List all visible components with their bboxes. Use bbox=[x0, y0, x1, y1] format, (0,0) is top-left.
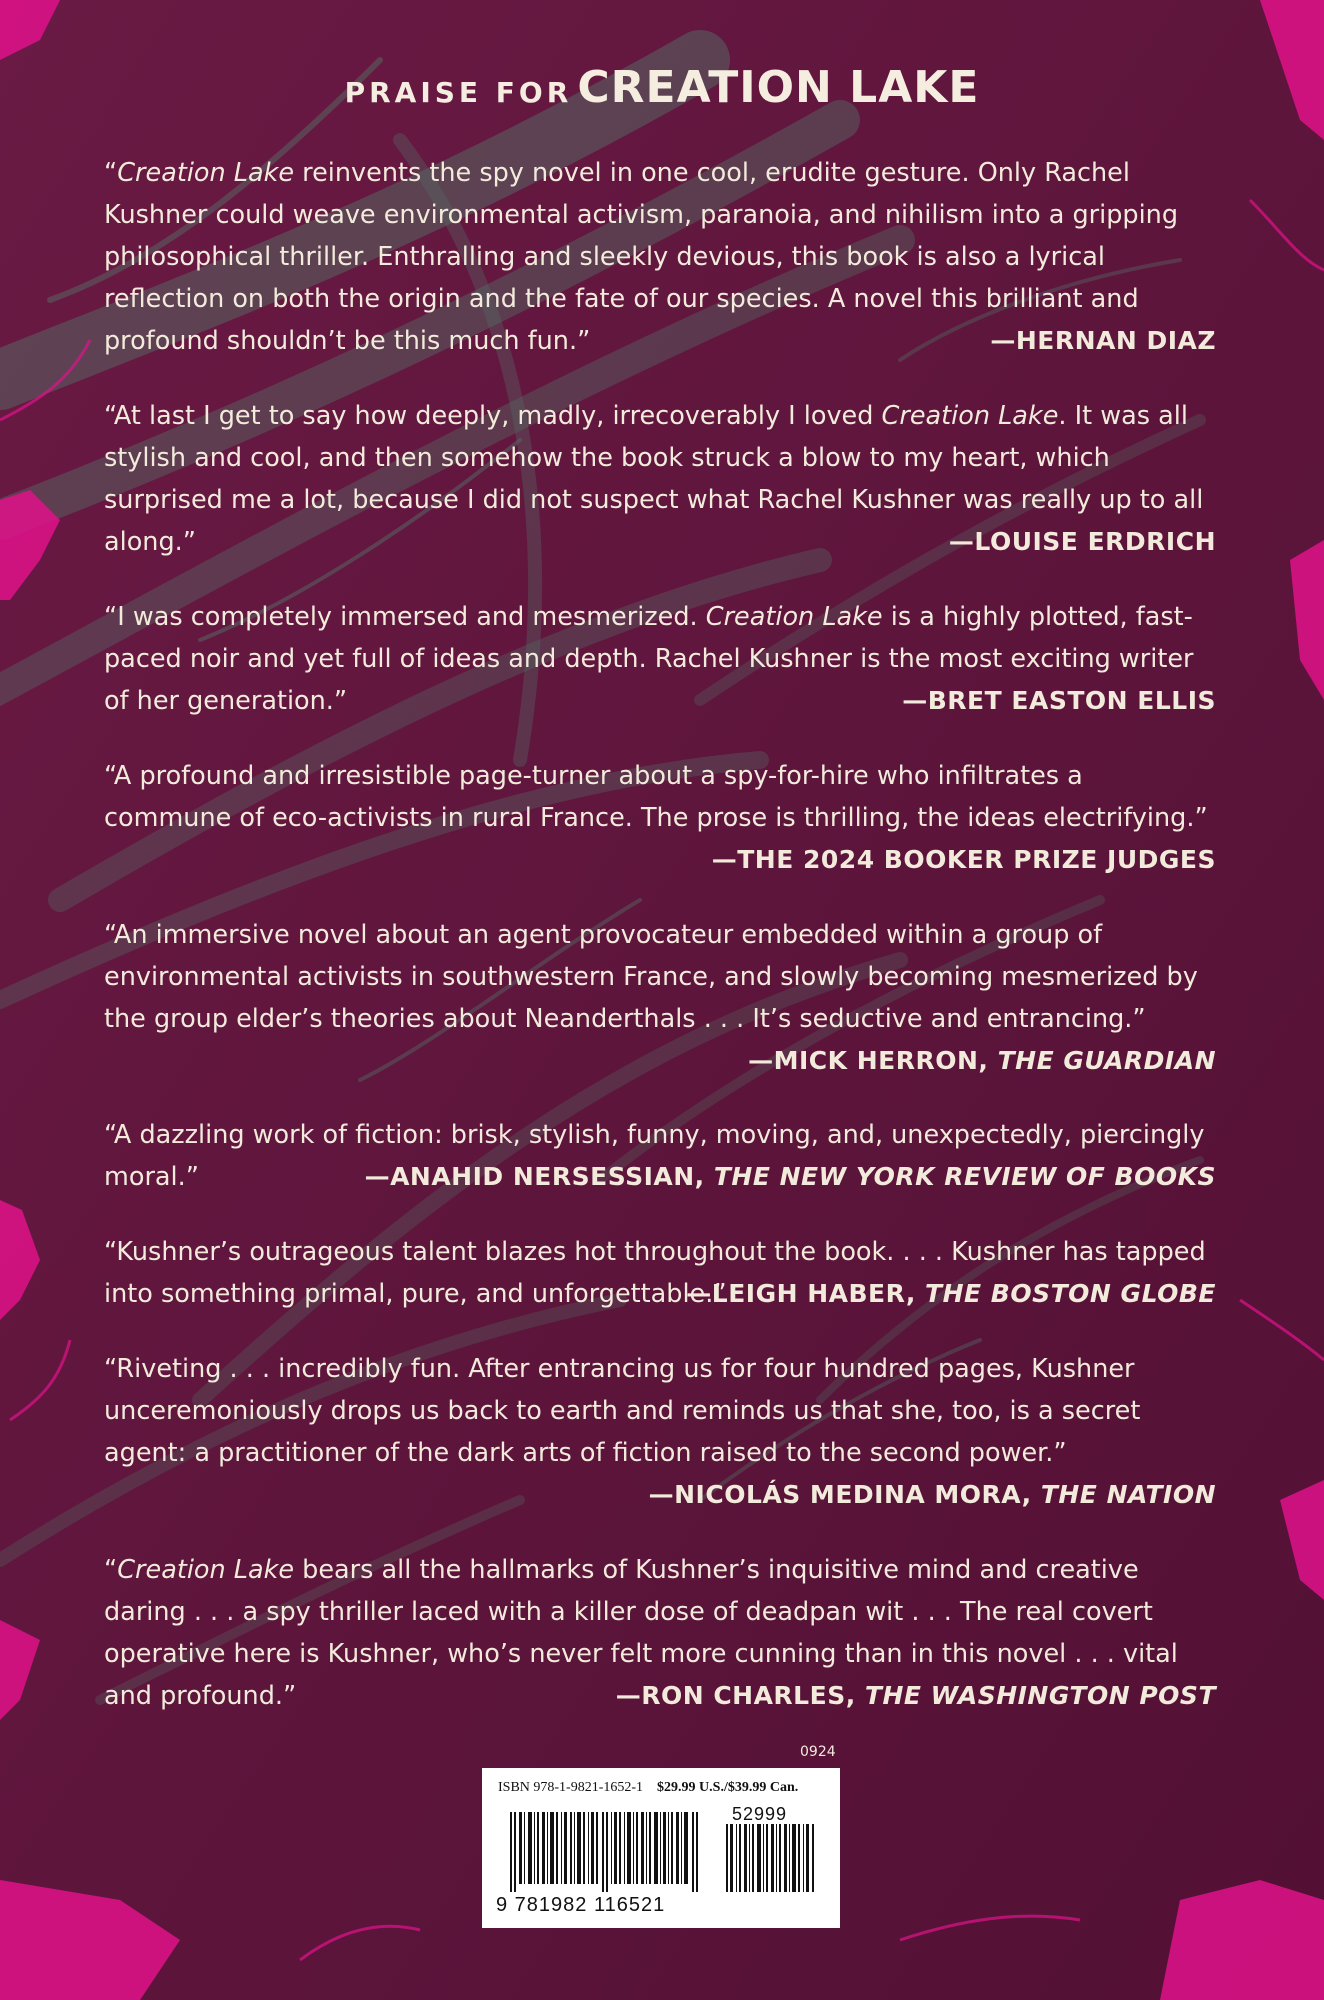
price-addon-barcode bbox=[726, 1824, 816, 1892]
publication-name: THE WASHINGTON POST bbox=[864, 1681, 1216, 1710]
quote-anahid-nersessian bbox=[104, 1114, 1216, 1198]
praise-prefix: PRAISE FOR bbox=[344, 76, 573, 109]
print-code: 0924 bbox=[800, 1744, 836, 1760]
quote-text: “An immersive novel about an agent provocateur embedded within a group of environmental activists in southwestern France, and slowly becoming mesmerized by the group elder’s theories about Neanderthals . . . It’s seductive and entrancing.” bbox=[104, 920, 1198, 1034]
quote-text: “At last I get to say how deeply, madly, irrecoverably I loved Creation Lake. It was all stylish and cool, and then somehow the book struck a blow to my heart, which surprised me a lot, because I did not suspect what Rachel Kushner was really up to all along.” bbox=[104, 401, 1204, 557]
quote-attribution: —THE 2024 BOOKER PRIZE JUDGES bbox=[711, 845, 1216, 874]
quote-mick-herron bbox=[104, 914, 1216, 1082]
publication-name: THE BOSTON GLOBE bbox=[925, 1279, 1216, 1308]
quote-attribution: —LEIGH HABER, THE BOSTON GLOBE bbox=[686, 1279, 1216, 1308]
isbn-text: ISBN 978-1-9821-1652-1 bbox=[498, 1780, 644, 1795]
book-title-italic: Creation Lake bbox=[881, 401, 1059, 431]
book-title: CREATION LAKE bbox=[577, 62, 980, 113]
quote-text: “I was completely immersed and mesmerized. Creation Lake is a highly plotted, fast-paced noir and yet full of ideas and depth. Rachel Kushner is the most exciting writer of her generation.” bbox=[104, 602, 1194, 716]
quote-text: “A dazzling work of fiction: brisk, stylish, funny, moving, and, unexpectedly, piercingly moral.” bbox=[104, 1120, 1205, 1192]
quote-text: “Creation Lake bears all the hallmarks of Kushner’s inquisitive mind and creative daring . . . a spy thriller laced with a killer dose of deadpan wit . . . The real covert operative here is Kushner, who’s never felt more cunning than in this novel . . . vital and profound.” bbox=[104, 1555, 1178, 1711]
quote-text: “Riveting . . . incredibly fun. After entrancing us for four hundred pages, Kushner unceremoniously drops us back to earth and reminds us that she, too, is a secret agent: a practitioner of the dark arts of fiction raised to the second power.” bbox=[104, 1354, 1141, 1468]
quote-attribution: —LOUISE ERDRICH bbox=[948, 527, 1216, 556]
quote-attribution: —HERNAN DIAZ bbox=[990, 326, 1216, 355]
quote-attribution: —NICOLÁS MEDINA MORA, THE NATION bbox=[648, 1480, 1216, 1509]
quote-bret-easton-ellis bbox=[104, 596, 1216, 722]
quote-hernan-diaz bbox=[104, 152, 1216, 362]
barcode-box bbox=[482, 1768, 840, 1928]
quote-attribution: —BRET EASTON ELLIS bbox=[902, 686, 1216, 715]
book-title-italic: Creation Lake bbox=[705, 602, 883, 632]
quote-attribution: —ANAHID NERSESSIAN, THE NEW YORK REVIEW OF BOOKS bbox=[364, 1162, 1216, 1191]
quote-nicolas-medina-mora bbox=[104, 1348, 1216, 1516]
quote-louise-erdrich bbox=[104, 395, 1216, 563]
quote-text: “Creation Lake reinvents the spy novel in one cool, erudite gesture. Only Rachel Kushner could weave environmental activism, paranoia, and nihilism into a gripping philosophical thriller. Enthralling and sleekly devious, this book is also a lyrical reflection on both the origin and the fate of our species. A novel this brilliant and profound shouldn’t be this much fun.” bbox=[104, 158, 1179, 356]
quote-attribution: —RON CHARLES, THE WASHINGTON POST bbox=[615, 1681, 1216, 1710]
isbn-price-line bbox=[498, 1780, 798, 1796]
isbn-digits: 9 781982 116521 bbox=[496, 1894, 666, 1916]
quote-text: “Kushner’s outrageous talent blazes hot throughout the book. . . . Kushner has tapped into something primal, pure, and unforgettable.” bbox=[104, 1237, 1206, 1309]
isbn-barcode bbox=[510, 1812, 710, 1892]
quote-booker-judges bbox=[104, 755, 1216, 881]
book-title-italic: Creation Lake bbox=[117, 158, 295, 188]
quote-leigh-haber bbox=[104, 1231, 1216, 1315]
publication-name: THE GUARDIAN bbox=[997, 1046, 1216, 1075]
addon-digits: 52999 bbox=[732, 1804, 788, 1824]
quote-attribution: —MICK HERRON, THE GUARDIAN bbox=[748, 1046, 1216, 1075]
praise-heading bbox=[0, 62, 1324, 113]
publication-name: THE NEW YORK REVIEW OF BOOKS bbox=[713, 1162, 1216, 1191]
publication-name: THE NATION bbox=[1040, 1480, 1216, 1509]
quote-text: “A profound and irresistible page-turner about a spy-for-hire who infiltrates a commune of eco-activists in rural France. The prose is thrilling, the ideas electrifying.” bbox=[104, 761, 1208, 833]
price-text: $29.99 U.S./$39.99 Can. bbox=[657, 1780, 799, 1795]
book-title-italic: Creation Lake bbox=[117, 1555, 295, 1585]
quote-ron-charles bbox=[104, 1549, 1216, 1717]
